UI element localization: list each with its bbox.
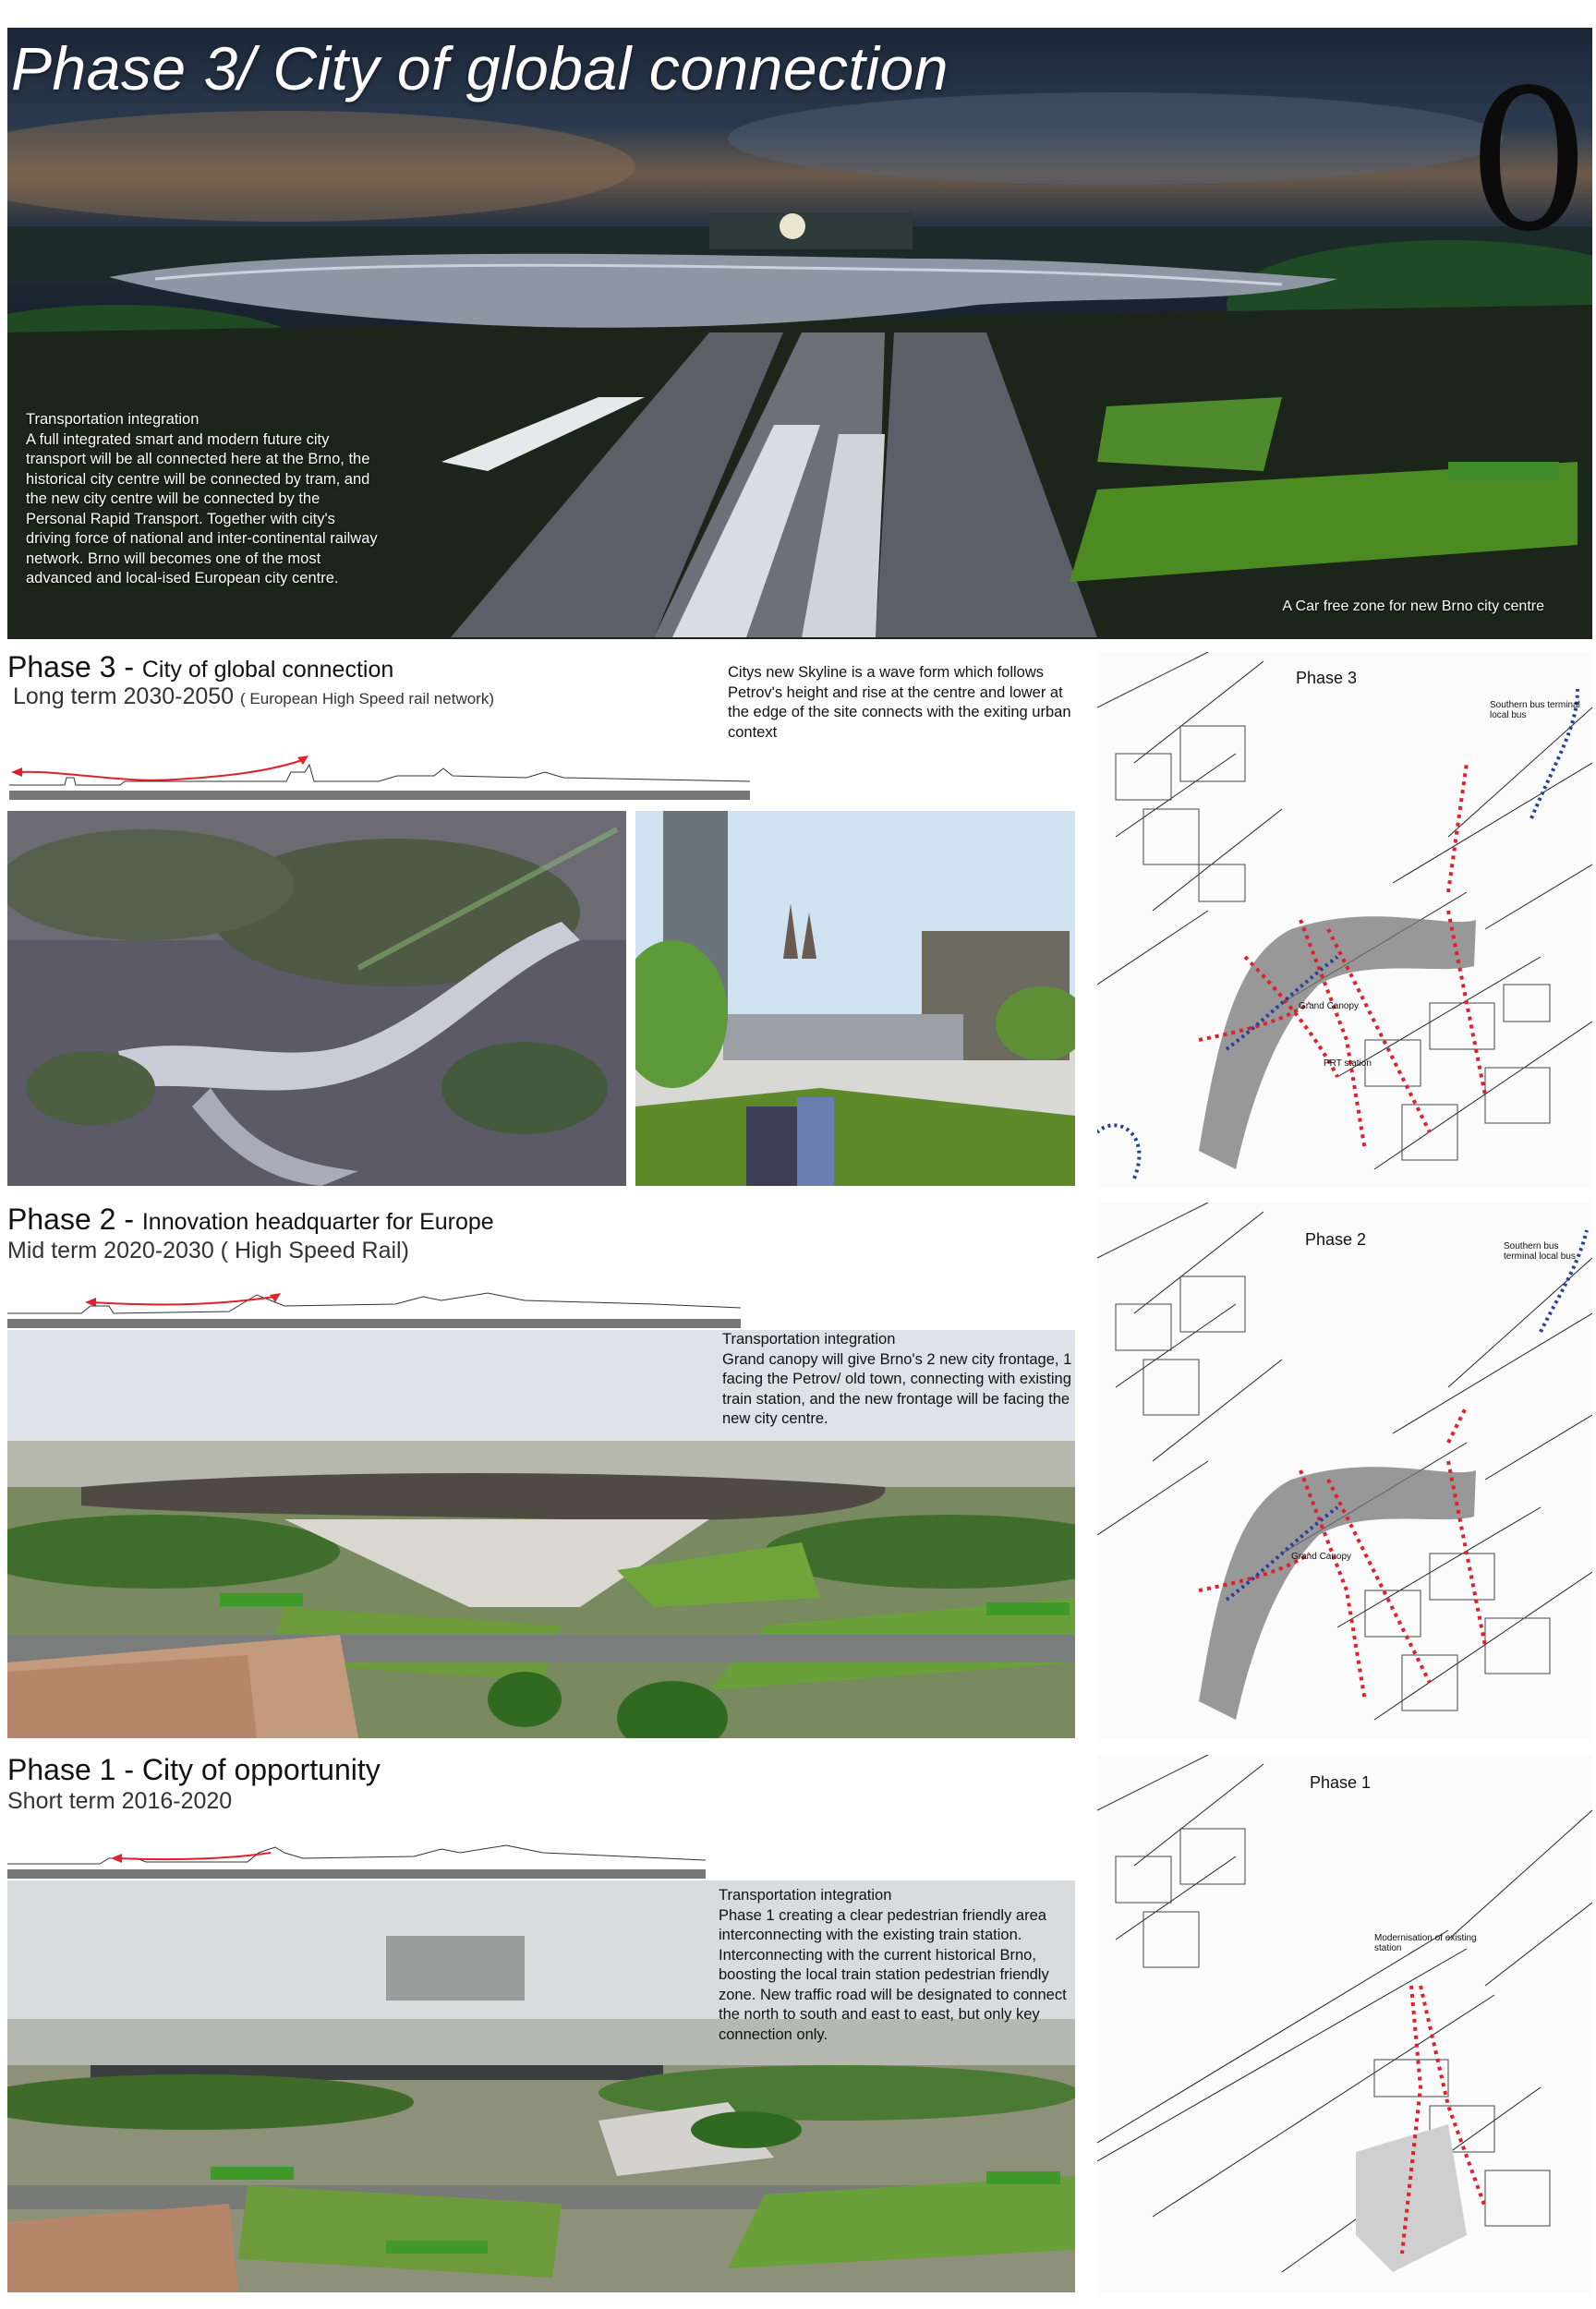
phase3-map: [1097, 652, 1592, 1188]
phase3-skyline-note: Citys new Skyline is a wave form which follows Petrov's height and rise at the centre and lower at the edge of the site connects with the exiting urban context: [728, 664, 1071, 741]
phase3-term: [13, 683, 494, 710]
phase1-map-title: Phase 1: [1310, 1773, 1372, 1792]
phase1-map-station-label: Modernisation of existing station: [1374, 1933, 1477, 1953]
phase3-map-prt-label: PRT station: [1324, 1058, 1372, 1069]
phase3-heading-main: Phase 3 -: [7, 650, 142, 683]
phase3-map-bus-label: Southern bus terminal local bus: [1490, 700, 1580, 720]
phase1-render: [7, 1880, 1075, 2292]
phase2-heading-main: Phase 2 -: [7, 1203, 142, 1236]
phase1-text-heading: Transportation integration: [719, 1887, 892, 1904]
phase3-skyline-diagram: [9, 744, 750, 802]
hero-page-number: 0: [1467, 48, 1590, 274]
phase2-skyline-diagram: [7, 1273, 741, 1330]
phase2-text-body: Grand canopy will give Brno's 2 new city frontage, 1 facing the Petrov/ old town, connecting with existing train station, and the new frontage will be facing the new city centre.: [722, 1350, 1072, 1427]
phase3-term-label: Long term 2030-2050: [13, 683, 235, 709]
phase3-heading-rest: City of global connection: [141, 657, 394, 683]
hero-description: [26, 410, 382, 589]
phase3-term-note: ( European High Speed rail network): [240, 690, 494, 707]
hero-render: [7, 28, 1592, 639]
phase3-map-canopy-label: Grand Canopy: [1299, 1001, 1360, 1011]
hero-text-body: A full integrated smart and modern future city transport will be all connected here at the Brno, the historical city centre will be connected by tram, and the new city centre will be connected by the Personal Rapid Transport. Together with city's driving force of national and inter-continental railway network. Brno will becomes one of the most advanced and local-ised European city centre.: [26, 430, 378, 586]
phase2-term: Mid term 2020-2030 ( High Speed Rail): [7, 1238, 409, 1263]
phase1-heading: Phase 1 - City of opportunity: [7, 1753, 381, 1786]
phase3-map-title: Phase 3: [1296, 669, 1358, 687]
phase1-map: [1097, 1755, 1592, 2292]
phase2-heading: [7, 1203, 494, 1237]
phase2-heading-rest: Innovation headquarter for Europe: [141, 1209, 494, 1235]
phase1-skyline-diagram: [7, 1825, 706, 1880]
hero-caption: A Car free zone for new Brno city centre: [1282, 598, 1544, 614]
phase2-map-title: Phase 2: [1305, 1230, 1367, 1249]
phase2-transport-text: [722, 1330, 1073, 1430]
phase1-term: Short term 2016-2020: [7, 1788, 233, 1814]
phase2-map-canopy-label: Grand Canopy: [1291, 1552, 1352, 1562]
hero-title: Phase 3/ City of global connection: [11, 34, 949, 103]
phase3-heading: [7, 650, 393, 684]
phase1-transport-text: [719, 1886, 1073, 2045]
phase2-text-heading: Transportation integration: [722, 1331, 896, 1348]
phase3-street-render: [635, 811, 1075, 1186]
phase2-map-bus-label: Southern bus terminal local bus: [1504, 1241, 1576, 1262]
hero-text-heading: Transportation integration: [26, 411, 200, 428]
phase2-render: [7, 1330, 1075, 1738]
phase1-text-body: Phase 1 creating a clear pedestrian friendly area interconnecting with the existing train station. Interconnecting with the current historical Brno, boosting the local train station pedestrian friendly zone. New traffic road will be designated to connect the north to south and east to east, but only key connection only.: [719, 1906, 1067, 2043]
phase3-aerial-render: [7, 811, 626, 1186]
phase2-map: [1097, 1203, 1592, 1738]
